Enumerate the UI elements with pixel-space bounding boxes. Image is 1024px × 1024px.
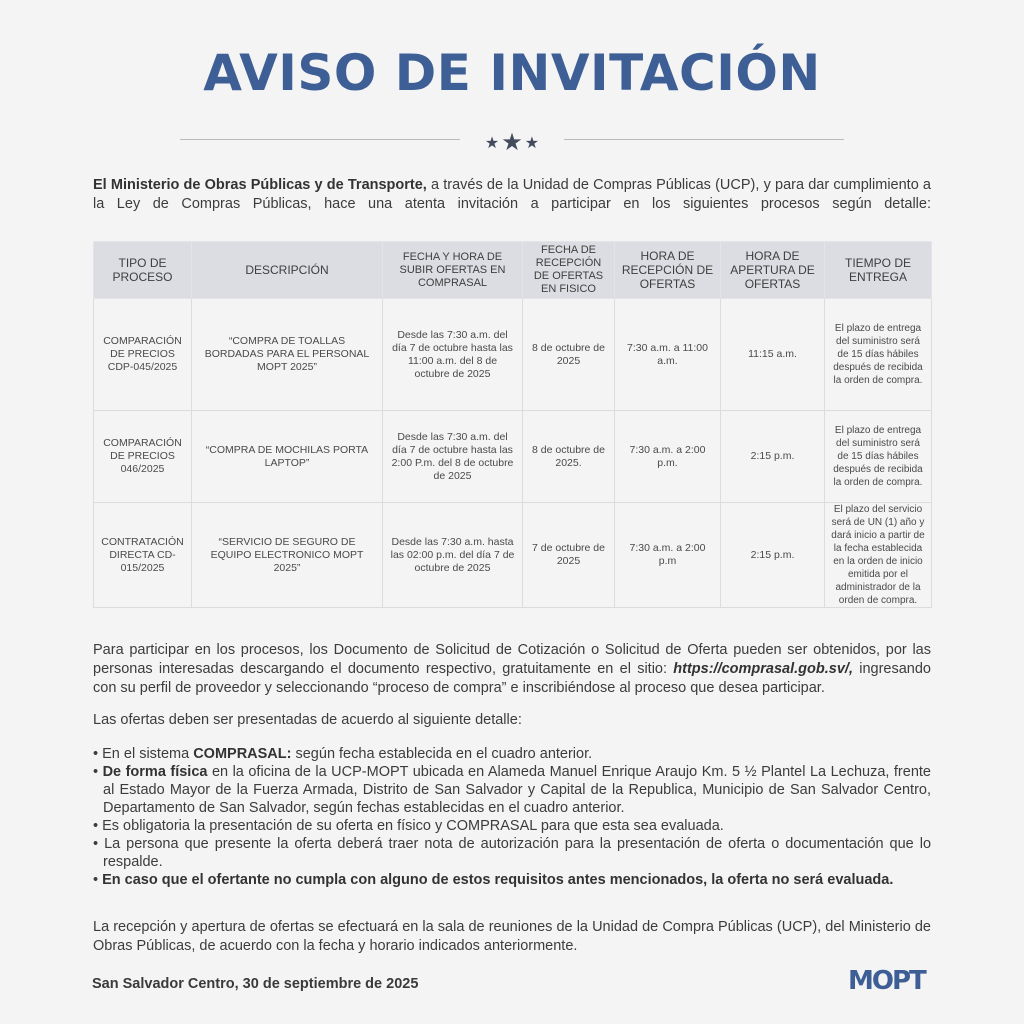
star-icon: ★ bbox=[501, 129, 523, 156]
bullet-text: según fecha establecida en el cuadro anterior. bbox=[291, 746, 593, 762]
col-header-descripcion: DESCRIPCIÓN bbox=[192, 242, 383, 299]
list-item: • La persona que presente la oferta deberá traer nota de autorización para la presentación de oferta o documentación que lo respalde. bbox=[93, 836, 932, 870]
col-header-hora-apertura: HORA DE APERTURA DE OFERTAS bbox=[721, 242, 825, 299]
intro-ministry: El Ministerio de Obras Públicas y de Transporte, bbox=[93, 177, 427, 193]
col-header-fecha-recepcion: FECHA DE RECEPCIÓN DE OFERTAS EN FISICO bbox=[523, 242, 615, 299]
cell-fecha-recepcion: 8 de octubre de 2025 bbox=[523, 299, 615, 411]
col-header-entrega: TIEMPO DE ENTREGA bbox=[825, 242, 932, 299]
star-icon: ★ bbox=[524, 134, 540, 152]
cell-fecha-subir: Desde las 7:30 a.m. del día 7 de octubre hasta las 11:00 a.m. del 8 de octubre de 2025 bbox=[383, 299, 523, 411]
list-item: • De forma física en la oficina de la UCP-MOPT ubicada en Alameda Manuel Enrique Araujo Km. 5 ½ Plantel La Lechuza, frente al Estado Mayor de la Fuerza Armada, Distrito de San Salvador y Capital de la Republica, Municipio de San Salvador Centro, Departamento de San Salvador, según fechas establecidas en el cuadro anterior. bbox=[93, 764, 931, 816]
stars-ornament bbox=[472, 128, 552, 156]
page-title: AVISO DE INVITACIÓN bbox=[203, 44, 821, 102]
cell-hora-apertura: 2:15 p.m. bbox=[721, 503, 825, 608]
intro-paragraph bbox=[93, 176, 931, 214]
cell-entrega: El plazo de entrega del suministro será de 15 días hábiles después de recibida la orden de compra. bbox=[825, 299, 932, 411]
table-row bbox=[94, 503, 932, 608]
instructions-text-end: ingresando con su perfil de proveedor y seleccionando “proceso de compra” e inscribiéndose al proceso que desea participar. bbox=[93, 661, 931, 696]
cell-descripcion: “COMPRA DE TOALLAS BORDADAS PARA EL PERSONAL MOPT 2025” bbox=[192, 299, 383, 411]
table-row bbox=[94, 299, 932, 411]
cell-tipo: COMPARACIÓN DE PRECIOS CDP-045/2025 bbox=[94, 299, 192, 411]
mopt-logo: MOPT bbox=[848, 966, 925, 996]
divider-line-left bbox=[180, 139, 460, 140]
cell-entrega: El plazo del servicio será de UN (1) año y dará inicio a partir de la fecha establecida en la orden de inicio emitida por el administrador de la orden de compra. bbox=[825, 503, 932, 608]
cell-hora-apertura: 11:15 a.m. bbox=[721, 299, 825, 411]
list-item: • En caso que el ofertante no cumpla con alguno de estos requisitos antes mencionados, la oferta no será evaluada. bbox=[93, 872, 894, 888]
cell-fecha-recepcion: 8 de octubre de 2025. bbox=[523, 411, 615, 503]
bullet-text: En el sistema bbox=[102, 746, 194, 762]
col-header-hora-recepcion: HORA DE RECEPCIÓN DE OFERTAS bbox=[615, 242, 721, 299]
cell-entrega: El plazo de entrega del suministro será de 15 días hábiles después de recibida la orden de compra. bbox=[825, 411, 932, 503]
cell-tipo: CONTRATACIÓN DIRECTA CD-015/2025 bbox=[94, 503, 192, 608]
requirements-list bbox=[93, 745, 931, 889]
bullet-bold: De forma física bbox=[102, 764, 208, 780]
bullet-text: en la oficina de la UCP-MOPT ubicada en Alameda Manuel Enrique Araujo Km. 5 ½ Plantel La Lechuza, frente al Estado Mayor de la Fuerza Armada, Distrito de San Salvador y Capital de la Republica, Municipio de San Salvador Centro, Departamento de San Salvador, según fechas establecidas en el cuadro anterior. bbox=[103, 764, 931, 816]
intro-text: a través de la Unidad de Compras Públicas (UCP), y para dar cumplimiento a la Ley de Compras Públicas, hace una atenta invitación a participar en los siguientes procesos según detalle: bbox=[93, 177, 932, 212]
star-icon: ★ bbox=[484, 134, 500, 152]
table-row bbox=[94, 411, 932, 503]
list-item: • Es obligatoria la presentación de su oferta en físico y COMPRASAL para que esta sea evaluada. bbox=[93, 818, 724, 834]
bullet-bold: COMPRASAL: bbox=[193, 746, 292, 762]
offers-heading: Las ofertas deben ser presentadas de acuerdo al siguiente detalle: bbox=[93, 712, 522, 728]
cell-descripcion: “COMPRA DE MOCHILAS PORTA LAPTOP” bbox=[192, 411, 383, 503]
divider-line-right bbox=[564, 139, 844, 140]
list-item: • En el sistema COMPRASAL: según fecha establecida en el cuadro anterior. bbox=[93, 746, 593, 762]
cell-fecha-subir: Desde las 7:30 a.m. del día 7 de octubre hasta las 2:00 P.m. del 8 de octubre de 2025 bbox=[383, 411, 523, 503]
bullet-text: La persona que presente la oferta deberá traer nota de autorización para la presentación de oferta o documentación que lo respalde. bbox=[103, 836, 932, 870]
comprasal-link[interactable]: https://comprasal.gob.sv/, bbox=[673, 661, 853, 677]
cell-hora-apertura: 2:15 p.m. bbox=[721, 411, 825, 503]
col-header-tipo: TIPO DE PROCESO bbox=[94, 242, 192, 299]
cell-fecha-subir: Desde las 7:30 a.m. hasta las 02:00 p.m. del día 7 de octubre de 2025 bbox=[383, 503, 523, 608]
footer-date: San Salvador Centro, 30 de septiembre de 2025 bbox=[92, 976, 419, 992]
cell-tipo: COMPARACIÓN DE PRECIOS 046/2025 bbox=[94, 411, 192, 503]
cell-descripcion: “SERVICIO DE SEGURO DE EQUIPO ELECTRONICO MOPT 2025” bbox=[192, 503, 383, 608]
title-divider bbox=[180, 128, 844, 156]
bullet-bold: En caso que el ofertante no cumpla con alguno de estos requisitos antes mencionados, la oferta no será evaluada. bbox=[102, 872, 894, 888]
instructions-text: Para participar en los procesos, los Documento de Solicitud de Cotización o Solicitud de Oferta pueden ser obtenidos, por las personas interesadas descargando el documento respectivo, gratuitamente en el sitio: bbox=[93, 642, 931, 677]
cell-hora-recepcion: 7:30 a.m. a 2:00 p.m bbox=[615, 503, 721, 608]
cell-hora-recepcion: 7:30 a.m. a 11:00 a.m. bbox=[615, 299, 721, 411]
table-header-row bbox=[94, 242, 932, 299]
bullet-text: Es obligatoria la presentación de su oferta en físico y COMPRASAL para que esta sea evaluada. bbox=[102, 818, 724, 834]
process-table bbox=[93, 241, 932, 608]
col-header-fecha-subir: FECHA Y HORA DE SUBIR OFERTAS EN COMPRASAL bbox=[383, 242, 523, 299]
cell-hora-recepcion: 7:30 a.m. a 2:00 p.m. bbox=[615, 411, 721, 503]
cell-fecha-recepcion: 7 de octubre de 2025 bbox=[523, 503, 615, 608]
closing-paragraph: La recepción y apertura de ofertas se efectuará en la sala de reuniones de la Unidad de Compra Públicas (UCP), del Ministerio de Obras Públicas, de acuerdo con la fecha y horario indicados anteriormente. bbox=[93, 919, 931, 954]
instructions-paragraph bbox=[93, 641, 931, 698]
